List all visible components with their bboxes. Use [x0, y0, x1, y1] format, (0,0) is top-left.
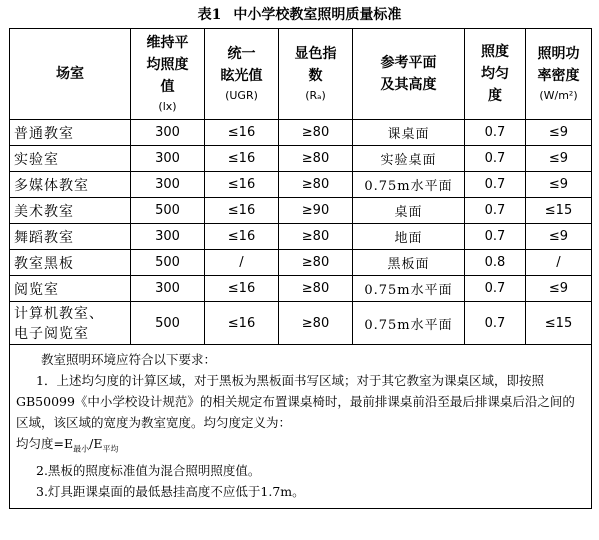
table-title [0, 4, 599, 24]
notes-intro: 教室照明环境应符合以下要求： [41, 352, 217, 367]
cell-lpd: ≤9 [526, 224, 592, 250]
cell-illuminance: 300 [131, 146, 205, 172]
notes-item-3: 3.灯具距课桌面的最低悬挂高度不应低于1.7m。 [36, 483, 305, 499]
cell-ugr: ≤16 [205, 224, 279, 250]
cell-plane: 0.75m水平面 [353, 276, 465, 302]
notes-row [10, 345, 592, 509]
header-lpd: 照明功 率密度 (W/m²) [526, 29, 592, 120]
cell-lpd: ≤15 [526, 302, 592, 345]
cell-room: 美术教室 [10, 198, 131, 224]
table-row [10, 120, 592, 146]
header-uniformity: 照度 均匀 度 [465, 29, 526, 120]
cell-uniformity: 0.7 [465, 224, 526, 250]
cell-ra: ≥90 [279, 198, 353, 224]
table-row [10, 302, 592, 345]
cell-lpd: / [526, 250, 592, 276]
cell-plane: 黑板面 [353, 250, 465, 276]
cell-uniformity: 0.8 [465, 250, 526, 276]
cell-illuminance: 500 [131, 198, 205, 224]
table-row [10, 276, 592, 302]
table-row [10, 250, 592, 276]
cell-ugr: ≤16 [205, 302, 279, 345]
header-room: 场室 [10, 29, 131, 120]
table-row [10, 172, 592, 198]
cell-ra: ≥80 [279, 172, 353, 198]
cell-illuminance: 500 [131, 302, 205, 345]
cell-ra: ≥80 [279, 120, 353, 146]
notes-cell [10, 345, 592, 509]
cell-ugr: ≤16 [205, 172, 279, 198]
cell-room: 阅览室 [10, 276, 131, 302]
cell-ugr: ≤16 [205, 276, 279, 302]
cell-room: 计算机教室、 电子阅览室 [10, 302, 131, 345]
cell-plane: 课桌面 [353, 120, 465, 146]
header-row [10, 29, 592, 120]
cell-ugr: ≤16 [205, 146, 279, 172]
notes-formula: 均匀度$=E_{最小}/E_{平均}$ [16, 436, 119, 454]
cell-lpd: ≤15 [526, 198, 592, 224]
cell-uniformity: 0.7 [465, 198, 526, 224]
cell-illuminance: 300 [131, 224, 205, 250]
cell-ra: ≥80 [279, 302, 353, 345]
cell-ra: ≥80 [279, 276, 353, 302]
cell-uniformity: 0.7 [465, 276, 526, 302]
cell-ugr: ≤16 [205, 120, 279, 146]
cell-room: 实验室 [10, 146, 131, 172]
cell-plane: 实验桌面 [353, 146, 465, 172]
table-row [10, 198, 592, 224]
cell-plane: 0.75m水平面 [353, 172, 465, 198]
cell-illuminance: 300 [131, 120, 205, 146]
cell-ra: ≥80 [279, 224, 353, 250]
cell-room: 教室黑板 [10, 250, 131, 276]
cell-lpd: ≤9 [526, 146, 592, 172]
cell-plane: 地面 [353, 224, 465, 250]
table-number: 表1 [197, 7, 222, 23]
cell-ra: ≥80 [279, 146, 353, 172]
lighting-standards-table [9, 28, 592, 509]
notes-item-1: 1．上述均匀度的计算区域，对于黑板为黑板面书写区域；对于其它教室为课桌区域，即按照GB50099《中小学校设计规范》的相关规定布置课桌椅时，最前排课桌前沿至最后排课桌后沿之间的区域，该区域的宽度为教室宽度。均匀度定义为： [16, 373, 575, 430]
cell-uniformity: 0.7 [465, 302, 526, 345]
cell-plane: 0.75m水平面 [353, 302, 465, 345]
cell-lpd: ≤9 [526, 120, 592, 146]
cell-ra: ≥80 [279, 250, 353, 276]
header-illuminance: 维持平 均照度 值 (lx) [131, 29, 205, 120]
notes-item-2: 2.黑板的照度标准值为混合照明照度值。 [36, 462, 261, 478]
cell-room: 舞蹈教室 [10, 224, 131, 250]
cell-lpd: ≤9 [526, 276, 592, 302]
cell-ugr: ≤16 [205, 198, 279, 224]
cell-illuminance: 300 [131, 172, 205, 198]
table-title-text: 中小学校教室照明质量标准 [233, 7, 402, 23]
cell-uniformity: 0.7 [465, 146, 526, 172]
cell-uniformity: 0.7 [465, 172, 526, 198]
cell-room: 普通教室 [10, 120, 131, 146]
cell-illuminance: 500 [131, 250, 205, 276]
cell-room: 多媒体教室 [10, 172, 131, 198]
cell-illuminance: 300 [131, 276, 205, 302]
cell-uniformity: 0.7 [465, 120, 526, 146]
cell-plane: 桌面 [353, 198, 465, 224]
table-row [10, 146, 592, 172]
header-plane: 参考平面 及其高度 [353, 29, 465, 120]
cell-lpd: ≤9 [526, 172, 592, 198]
table-row [10, 224, 592, 250]
header-ra: 显色指 数 (Rₐ) [279, 29, 353, 120]
cell-ugr: / [205, 250, 279, 276]
header-ugr: 统一 眩光值 (UGR) [205, 29, 279, 120]
